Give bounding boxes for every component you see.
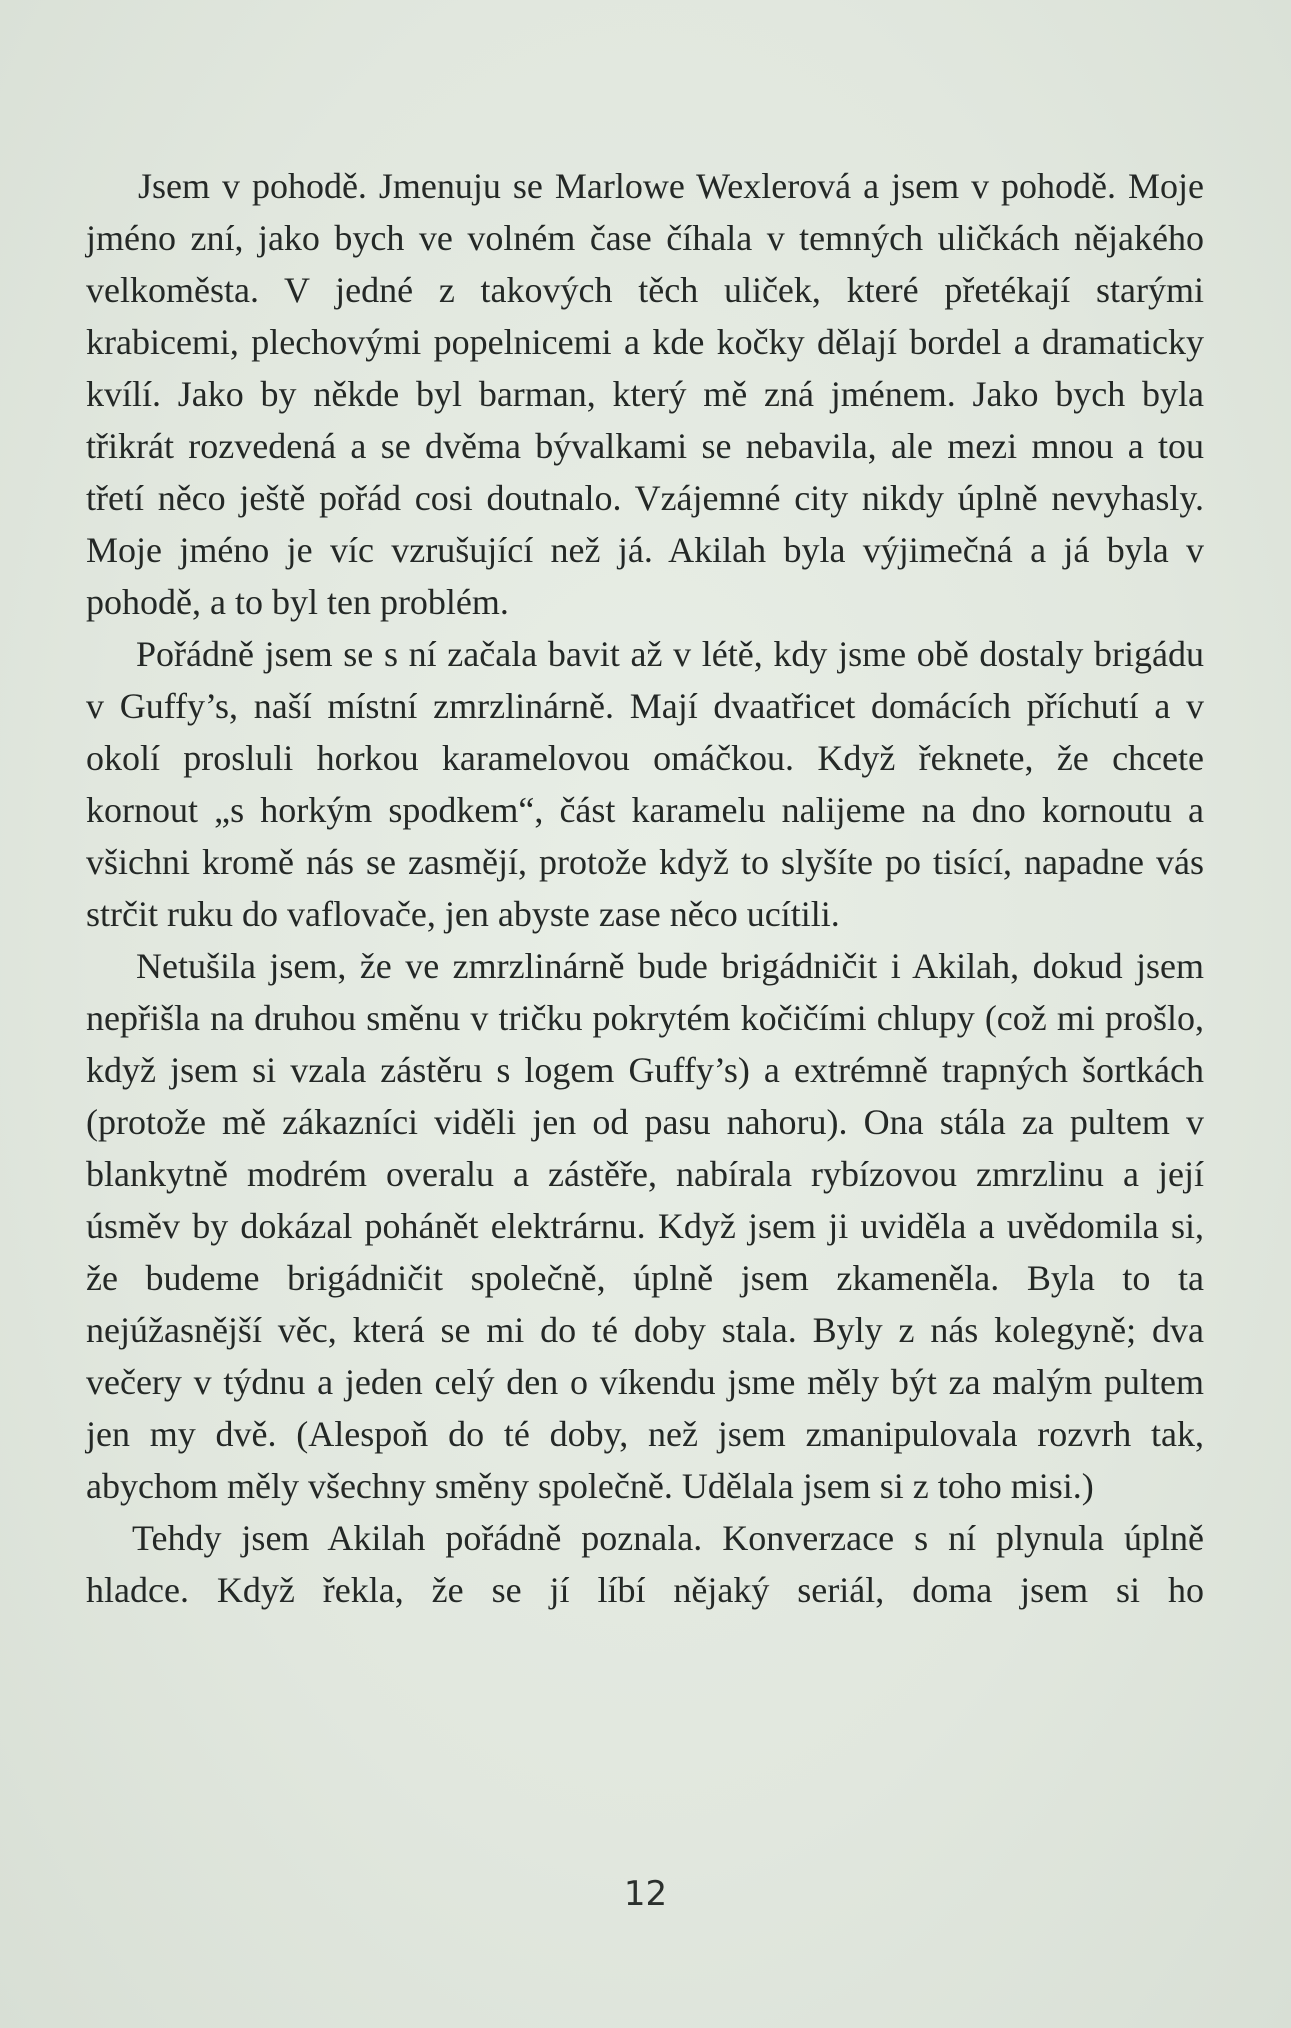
paragraph-4: Tehdy jsem Akilah pořádně poznala. Konverzace s ní plynula úplně hladce. Když řekla, že se jí líbí nějaký seriál, doma jsem si ho bbox=[86, 1518, 1204, 1610]
body-text bbox=[86, 160, 1204, 1616]
page-number: 12 bbox=[623, 1874, 668, 1914]
paragraph-3: Netušila jsem, že ve zmrzlinárně bude brigádničit i Akilah, dokud jsem nepřišla na druhou směnu v tričku pokrytém kočičími chlupy (což mi prošlo, když jsem si vzala zástěru s logem Guffy’s) a extrémně trapných šortkách (protože mě zákazníci viděli jen od pasu nahoru). Ona stála za pultem v blankytně modrém overalu a zástěře, nabírala rybízovou zmrzlinu a její úsměv by dokázal pohánět elektrárnu. Když jsem ji uviděla a uvědomila si, že budeme brigádničit společně, úplně jsem zkameněla. Byla to ta nejúžasnější věc, která se mi do té doby stala. Byly z nás kolegyně; dva večery v týdnu a jeden celý den o víkendu jsme měly být za malým pultem jen my dvě. (Alespoň do té doby, než jsem zmanipulovala rozvrh tak, abychom měly všechny směny společně. Udělala jsem si z toho misi.) bbox=[86, 946, 1204, 1506]
paragraph-2: Pořádně jsem se s ní začala bavit až v létě, kdy jsme obě dostaly brigádu v Guffy’s, naší místní zmrzlinárně. Mají dvaatřicet domácích příchutí a v okolí prosluli horkou karamelovou omáčkou. Když řeknete, že chcete kornout „s horkým spodkem“, část karamelu nalijeme na dno kornoutu a všichni kromě nás se zasmějí, protože když to slyšíte po tisící, napadne vás strčit ruku do vaflovače, jen abyste zase něco ucítili. bbox=[86, 634, 1204, 934]
paragraph-1: Jsem v pohodě. Jmenuju se Marlowe Wexlerová a jsem v pohodě. Moje jméno zní, jako bych ve volném čase číhala v temných uličkách nějakého velkoměsta. V jedné z takových těch uliček, které přetékají starými krabicemi, plechovými popelnicemi a kde kočky dělají bordel a dramaticky kvílí. Jako by někde byl barman, který mě zná jménem. Jako bych byla třikrát rozvedená a se dvěma bývalkami se nebavila, ale mezi mnou a tou třetí něco ještě pořád cosi doutnalo. Vzájemné city nikdy úplně nevyhasly. Moje jméno je víc vzrušující než já. Akilah byla výjimečná a já byla v pohodě, a to byl ten problém. bbox=[86, 166, 1204, 622]
